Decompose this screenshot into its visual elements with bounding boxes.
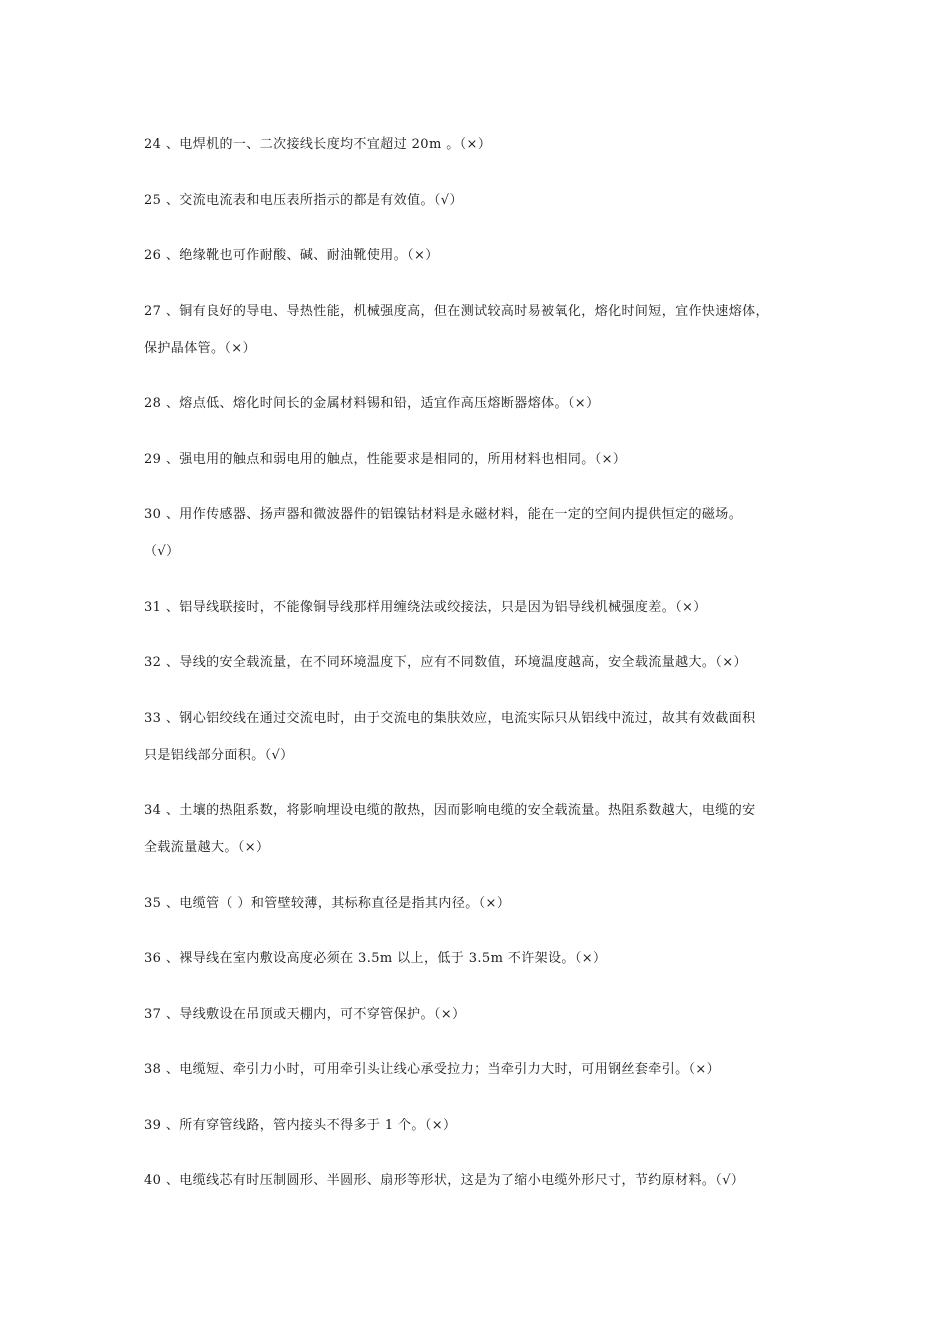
list-item	[144, 644, 834, 681]
item-text: 、铝导线联接时，不能像铜导线那样用缠绕法或绞接法，只是因为铝导线机械强度差。（×）	[165, 599, 707, 615]
list-item	[144, 441, 834, 478]
list-item	[144, 385, 834, 422]
item-number: 28	[144, 396, 162, 411]
item-number: 33	[144, 710, 162, 726]
item-text: 、电缆短、牵引力小时，可用牵引头让线心承受拉力；当牵引力大时，可用钢丝套牵引。（×）	[165, 1062, 721, 1077]
item-number: 27	[144, 303, 162, 319]
item-line	[144, 441, 834, 478]
list-item	[144, 126, 834, 163]
item-number: 29	[144, 451, 162, 467]
list-item	[144, 792, 834, 866]
item-line	[144, 1051, 834, 1088]
list-item	[144, 293, 834, 367]
item-number: 40	[144, 1173, 162, 1188]
item-line	[144, 940, 834, 977]
question-list	[144, 126, 834, 1218]
item-text: 、钢心铝绞线在通过交流电时，由于交流电的集肤效应，电流实际只从铝线中流过，故其有效截面积	[165, 710, 756, 726]
item-text: 、电焊机的一、二次接线长度均不宜超过 20m 。（×）	[165, 137, 492, 152]
item-text: 、电缆线芯有时压制圆形、半圆形、扇形等形状，这是为了缩小电缆外形尺寸，节约原材料。（√）	[165, 1173, 745, 1188]
item-text: 、所有穿管线路，管内接头不得多于 1 个。（×）	[165, 1117, 457, 1133]
list-item	[144, 182, 834, 219]
item-text: 、裸导线在室内敷设高度必须在 3.5m 以上，低于 3.5m 不许架设。（×）	[165, 951, 607, 966]
item-line	[144, 589, 834, 626]
item-line	[144, 237, 834, 274]
item-line	[144, 496, 834, 533]
list-item	[144, 1162, 834, 1199]
list-item	[144, 589, 834, 626]
item-line	[144, 700, 834, 737]
item-number: 36	[144, 951, 162, 966]
list-item	[144, 496, 834, 570]
list-item	[144, 1107, 834, 1144]
item-text: 、电缆管（ ）和管壁较薄，其标称直径是指其内径。（×）	[165, 895, 511, 911]
item-line	[144, 126, 834, 163]
item-number: 38	[144, 1062, 162, 1077]
item-text: 、导线的安全载流量，在不同环境温度下，应有不同数值，环境温度越高，安全载流量越大。（×）	[165, 655, 747, 670]
item-text: 、用作传感器、扬声器和微波器件的铝镍钴材料是永磁材料，能在一定的空间内提供恒定的磁场。	[165, 507, 743, 522]
item-line	[144, 1162, 834, 1199]
item-text: 、导线敷设在吊顶或天棚内，可不穿管保护。（×）	[165, 1006, 466, 1022]
item-number: 39	[144, 1117, 162, 1133]
item-number: 35	[144, 895, 162, 911]
list-item	[144, 237, 834, 274]
item-line	[144, 1107, 834, 1144]
item-line	[144, 182, 834, 219]
item-text: 、绝缘靴也可作耐酸、碱、耐油靴使用。（×）	[165, 248, 439, 263]
item-number: 30	[144, 507, 162, 522]
item-number: 34	[144, 803, 162, 818]
item-number: 32	[144, 655, 162, 670]
item-text: 、交流电流表和电压表所指示的都是有效值。（√）	[165, 192, 463, 208]
item-text: 、铜有良好的导电、导热性能，机械强度高，但在测试较高时易被氧化，熔化时间短，宜作快速熔体，	[165, 303, 769, 319]
list-item	[144, 700, 834, 774]
list-item	[144, 885, 834, 922]
item-number: 25	[144, 192, 162, 208]
item-continuation: （√）	[144, 544, 180, 559]
item-number: 37	[144, 1006, 162, 1022]
item-continuation: 保护晶体管。（×）	[144, 340, 256, 356]
item-text: 、熔点低、熔化时间长的金属材料锡和铅，适宜作高压熔断器熔体。（×）	[165, 396, 600, 411]
item-line	[144, 885, 834, 922]
item-line	[144, 385, 834, 422]
list-item	[144, 996, 834, 1033]
item-line	[144, 996, 834, 1033]
item-continuation: 只是铝线部分面积。（√）	[144, 747, 294, 763]
item-number: 26	[144, 248, 162, 263]
item-line	[144, 644, 834, 681]
item-line	[144, 293, 834, 330]
list-item	[144, 940, 834, 977]
item-text: 、强电用的触点和弱电用的触点，性能要求是相同的，所用材料也相同。（×）	[165, 451, 627, 467]
item-number: 24	[144, 137, 162, 152]
item-number: 31	[144, 599, 162, 615]
item-continuation: 全载流量越大。（×）	[144, 840, 270, 855]
item-line	[144, 792, 834, 829]
item-text: 、土壤的热阻系数，将影响埋设电缆的散热，因而影响电缆的安全载流量。热阻系数越大，电缆的安	[165, 803, 756, 818]
list-item	[144, 1051, 834, 1088]
